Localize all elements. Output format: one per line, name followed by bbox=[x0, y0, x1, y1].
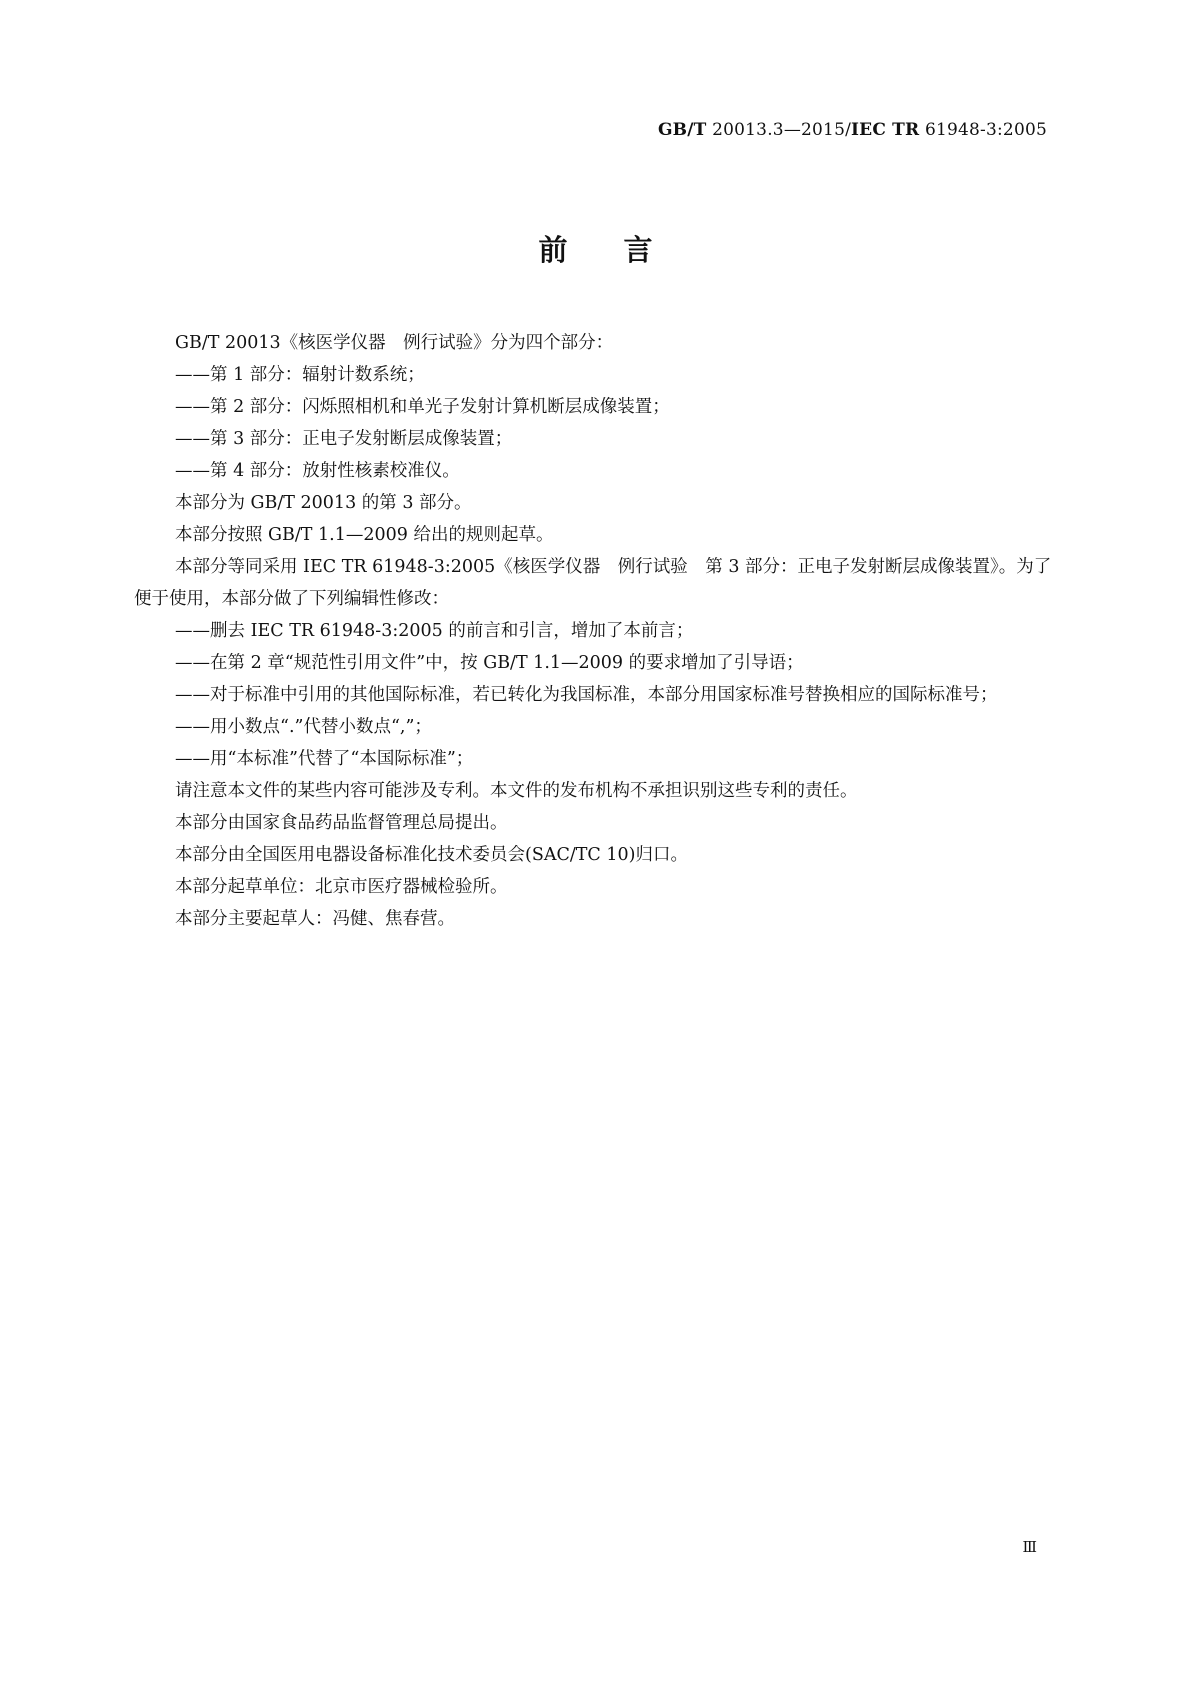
paragraph: 请注意本文件的某些内容可能涉及专利。本文件的发布机构不承担识别这些专利的责任。 bbox=[175, 781, 858, 801]
page-title: 前言 bbox=[538, 233, 709, 267]
paragraph: 本部分为 GB/T 20013 的第 3 部分。 bbox=[175, 493, 472, 513]
paragraph: 本部分由国家食品药品监督管理总局提出。 bbox=[175, 813, 508, 833]
standard-code-middle: 20013.3—2015/ bbox=[706, 120, 852, 140]
dash-list-item: ——第 3 部分：正电子发射断层成像装置； bbox=[175, 429, 513, 449]
page-number: Ⅲ bbox=[1022, 1538, 1036, 1556]
dash-list-item: ——在第 2 章“规范性引用文件”中，按 GB/T 1.1—2009 的要求增加了引导语； bbox=[175, 653, 804, 673]
paragraph: 本部分主要起草人：冯健、焦春营。 bbox=[175, 909, 455, 929]
standard-code-iec: IEC TR bbox=[851, 120, 920, 140]
dash-list-item: ——第 1 部分：辐射计数系统； bbox=[175, 365, 425, 385]
dash-list-item: ——第 2 部分：闪烁照相机和单光子发射计算机断层成像装置； bbox=[175, 397, 670, 417]
dash-list-item: ——对于标准中引用的其他国际标准，若已转化为我国标准，本部分用国家标准号替换相应的国际标准号； bbox=[175, 685, 998, 705]
paragraph: 本部分起草单位：北京市医疗器械检验所。 bbox=[175, 877, 508, 897]
dash-list-item: ——用“本标准”代替了“本国际标准”； bbox=[175, 749, 474, 769]
paragraph: 本部分由全国医用电器设备标准化技术委员会(SAC/TC 10)归口。 bbox=[175, 845, 688, 865]
paragraph: 本部分等同采用 IEC TR 61948-3:2005《核医学仪器 例行试验 第 3 部分：正电子发射断层成像装置》。为了便于使用，本部分做了下列编辑性修改： bbox=[134, 557, 1052, 609]
standard-code-prefix: GB/T bbox=[657, 120, 707, 140]
standard-code-suffix: 61948-3:2005 bbox=[919, 120, 1047, 140]
dash-list-item: ——第 4 部分：放射性核素校准仪。 bbox=[175, 461, 460, 481]
paragraph: 本部分按照 GB/T 1.1—2009 给出的规则起草。 bbox=[175, 525, 554, 545]
foreword-body bbox=[134, 327, 1064, 935]
paragraph: GB/T 20013《核医学仪器 例行试验》分为四个部分： bbox=[175, 333, 614, 353]
dash-list-item: ——用小数点“.”代替小数点“,”； bbox=[175, 717, 432, 737]
dash-list-item: ——删去 IEC TR 61948-3:2005 的前言和引言，增加了本前言； bbox=[175, 621, 694, 641]
standard-code-header bbox=[658, 120, 1047, 140]
